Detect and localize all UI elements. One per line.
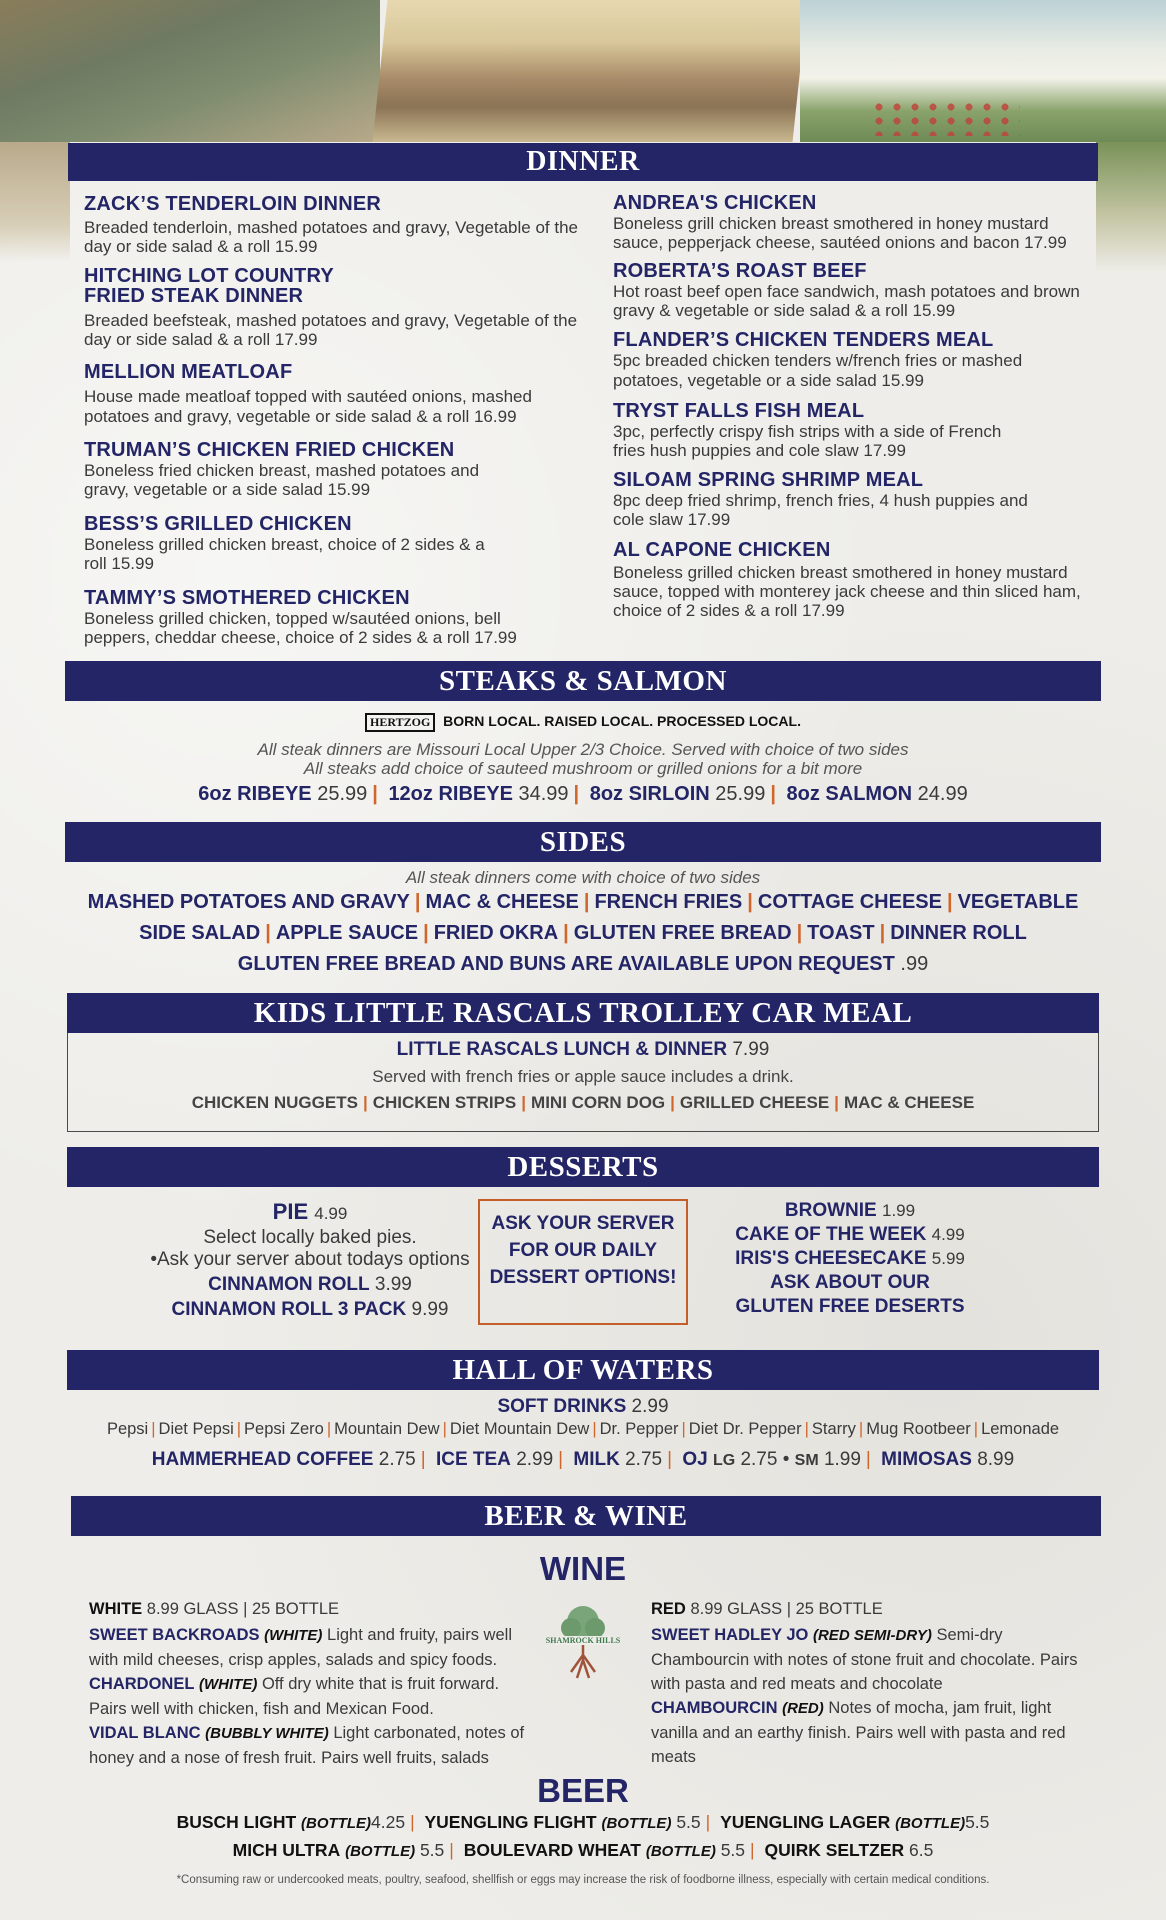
wine-name: SWEET HADLEY JO — [651, 1626, 809, 1644]
steak-note-2: All steaks add choice of sauteed mushroom or grilled onions for a bit more — [303, 759, 863, 778]
beer-price: 5.5 — [419, 1840, 445, 1860]
menu-item-desc: Hot roast beef open face sandwich, mash potatoes and brown gravy & vegetable or side salad & a roll 15.99 — [613, 282, 1080, 320]
desserts-left — [140, 1199, 480, 1321]
soda-item: Pepsi Zero — [244, 1420, 324, 1438]
beer-row-1: BUSCH LIGHT (BOTTLE)4.25 | YUENGLING FLIGHT (BOTTLE) 5.5 | YUENGLING LAGER (BOTTLE)5.5 — [176, 1812, 990, 1832]
steak-price: 24.99 — [917, 783, 968, 805]
side-item: FRIED OKRA — [433, 922, 559, 944]
soft-drinks-label: SOFT DRINKS — [497, 1396, 627, 1417]
coffee-price: 2.75 — [378, 1449, 416, 1470]
menu-item-desc: House made meatloaf topped with sautéed onions, mashed potatoes and gravy, vegetable or side salad & a roll 16.99 — [84, 387, 532, 426]
soda-item: Mug Rootbeer — [866, 1420, 971, 1438]
menu-item-name: BESS’S GRILLED CHICKEN — [84, 513, 352, 535]
wine-type: (RED) — [782, 1700, 824, 1717]
oj-price: 1.99 — [823, 1449, 861, 1470]
drinks-header: HALL OF WATERS — [67, 1350, 1099, 1390]
vintage-street-photo — [373, 0, 808, 142]
wine-type: (WHITE) — [199, 1676, 258, 1693]
cake-price: 4.99 — [931, 1225, 965, 1244]
steak-name: 8oz SALMON — [786, 783, 913, 805]
menu-item-desc: Boneless grill chicken breast smothered in honey mustard sauce, pepperjack cheese, sautéed onions and bacon 17.99 — [613, 214, 1067, 252]
oj-separator: • — [782, 1449, 790, 1470]
photo-edge-left — [0, 142, 70, 262]
cinnamon-roll-3-name: CINNAMON ROLL 3 PACK — [171, 1299, 407, 1320]
dinner-right-column — [613, 192, 1083, 620]
foodborne-disclaimer: *Consuming raw or undercooked meats, poultry, seafood, shellfish or eggs may increase the risk of foodborne illness, especially with certain medical conditions. — [176, 1874, 990, 1886]
coffee-name: HAMMERHEAD COFFEE — [151, 1449, 374, 1470]
menu-item-name: FLANDER’S CHICKEN TENDERS MEAL — [613, 329, 994, 351]
beer-wine-header: BEER & WINE — [71, 1496, 1101, 1536]
beverage-row: HAMMERHEAD COFFEE 2.75 | ICE TEA 2.99 | MILK 2.75 | OJ LG 2.75 • SM 1.99 | MIMOSAS 8.99 — [151, 1449, 1015, 1470]
kids-meal-price: 7.99 — [732, 1039, 770, 1060]
beer-price: 5.5 — [720, 1840, 746, 1860]
white-price: 8.99 GLASS | 25 BOTTLE — [146, 1600, 340, 1618]
kids-meal-row — [0, 1039, 1166, 1061]
white-wines — [89, 1597, 529, 1770]
beer-price: 4.25 — [371, 1812, 406, 1832]
beer-name: MICH ULTRA — [232, 1840, 341, 1860]
cinnamon-roll-3-price: 9.99 — [411, 1299, 449, 1320]
cake-name: CAKE OF THE WEEK — [735, 1224, 927, 1245]
cheesecake-price: 5.99 — [931, 1249, 965, 1268]
side-item: GLUTEN FREE BREAD — [573, 922, 792, 944]
brownie-name: BROWNIE — [784, 1200, 877, 1221]
soda-item: Diet Mountain Dew — [449, 1420, 590, 1438]
desserts-right — [700, 1199, 1000, 1319]
white-heading: WHITE — [89, 1600, 143, 1618]
menu-item-desc: Boneless fried chicken breast, mashed potatoes and gravy, vegetable or a side salad 15.99 — [84, 461, 480, 499]
menu-item-name: HITCHING LOT COUNTRY FRIED STEAK DINNER — [84, 265, 334, 307]
gluten-free-price: .99 — [900, 953, 929, 975]
hertzog-logo: HERTZOG — [365, 713, 435, 732]
soda-item: Lemonade — [981, 1420, 1060, 1438]
menu-item-desc: Boneless grilled chicken, topped w/sautéed onions, bell peppers, cheddar cheese, choice of 2 sides & a roll 17.99 — [84, 609, 517, 647]
beer-price: 5.5 — [965, 1812, 990, 1832]
beer-price: 5.5 — [676, 1812, 701, 1832]
beer-name: YUENGLING LAGER — [720, 1812, 891, 1832]
side-item: COTTAGE CHEESE — [757, 891, 942, 913]
soft-drinks-row — [0, 1396, 1166, 1418]
soda-item: Pepsi — [106, 1420, 149, 1438]
hertzog-tagline: BORN LOCAL. RAISED LOCAL. PROCESSED LOCAL. — [443, 713, 801, 729]
menu-item-name: TRYST FALLS FISH MEAL — [613, 400, 865, 422]
mimosas-price: 8.99 — [977, 1449, 1015, 1470]
wine-title: WINE — [539, 1550, 627, 1587]
wine-desc: Light carbonated, notes of honey and a nose of fresh fruit. Pairs well fruits, salads — [89, 1724, 525, 1767]
gluten-free-note: GLUTEN FREE BREAD AND BUNS ARE AVAILABLE UPON REQUEST — [237, 953, 895, 975]
beer-name: YUENGLING FLIGHT — [424, 1812, 597, 1832]
wine-desc: Light and fruity, pairs well with mild cheeses, crisp apples, salads and spicy foods. — [89, 1626, 512, 1669]
kids-header: KIDS LITTLE RASCALS TROLLEY CAR MEAL — [67, 993, 1099, 1033]
beer-type: (BOTTLE) — [645, 1843, 716, 1860]
oj-name: OJ — [682, 1449, 708, 1470]
menu-item-name: ZACK’S TENDERLOIN DINNER — [84, 193, 382, 215]
dinner-left-column — [84, 193, 584, 647]
desserts-header: DESSERTS — [67, 1147, 1099, 1187]
red-heading: RED — [651, 1600, 686, 1618]
beer-name: BOULEVARD WHEAT — [463, 1840, 641, 1860]
menu-item-desc: 3pc, perfectly crispy fish strips with a side of French fries hush puppies and cole slaw 17.99 — [613, 422, 1002, 460]
menu-item-desc: Breaded beefsteak, mashed potatoes and gravy, Vegetable of the day or side salad & a roll 17.99 — [84, 311, 578, 349]
side-item: APPLE SAUCE — [275, 922, 419, 944]
sides-row-1: MASHED POTATOES AND GRAVY | MAC & CHEESE | FRENCH FRIES | COTTAGE CHEESE | VEGETABLE — [87, 891, 1079, 913]
menu-item-desc: 8pc deep fried shrimp, french fries, 4 hush puppies and cole slaw 17.99 — [613, 491, 1028, 529]
pie-note: Select locally baked pies. — [203, 1227, 417, 1248]
menu-item-name: MELLION MEATLOAF — [84, 361, 293, 383]
sides-row-2: SIDE SALAD | APPLE SAUCE | FRIED OKRA | GLUTEN FREE BREAD | TOAST | DINNER ROLL — [139, 922, 1027, 944]
wine-desc: Notes of mocha, jam fruit, light vanilla and an earthy finish. Pairs well with pasta and red meats — [651, 1699, 1066, 1766]
kids-meal-name: LITTLE RASCALS LUNCH & DINNER — [396, 1039, 728, 1060]
soda-item: Diet Pepsi — [158, 1420, 234, 1438]
menu-item-name: ANDREA'S CHICKEN — [613, 192, 817, 214]
soda-list: Pepsi | Diet Pepsi | Pepsi Zero | Mountain Dew | Diet Mountain Dew | Dr. Pepper | Diet Dr. Pepper | Starry | Mug Rootbeer | Lemonade — [106, 1420, 1060, 1438]
sides-note: All steak dinners come with choice of two sides — [405, 868, 761, 887]
wine-type: (RED SEMI-DRY) — [812, 1627, 932, 1644]
kids-option: MINI CORN DOG — [531, 1093, 666, 1112]
steak-name: 6oz RIBEYE — [198, 783, 312, 805]
steak-name: 12oz RIBEYE — [388, 783, 513, 805]
beer-type: (BOTTLE) — [345, 1843, 416, 1860]
wine-desc: Semi-dry Chambourcin with notes of stone fruit and chocolate. Pairs with pasta and red meats and chocolate — [651, 1626, 1078, 1693]
wine-type: (BUBBLY WHITE) — [205, 1725, 329, 1742]
tea-price: 2.99 — [516, 1449, 554, 1470]
soda-item: Diet Dr. Pepper — [688, 1420, 802, 1438]
hertzog-tagline-row — [0, 713, 1166, 732]
oj-price: 2.75 — [740, 1449, 778, 1470]
menu-item-desc: Boneless grilled chicken breast, choice of 2 sides & a roll 15.99 — [84, 535, 485, 573]
cinnamon-roll-name: CINNAMON ROLL — [208, 1274, 370, 1295]
milk-price: 2.75 — [625, 1449, 663, 1470]
kids-option: GRILLED CHEESE — [679, 1093, 830, 1112]
wine-desc: Off dry white that is fruit forward. Pairs well with chicken, fish and Mexican Food. — [89, 1675, 500, 1718]
cheesecake-name: IRIS'S CHEESECAKE — [735, 1248, 927, 1269]
brownie-price: 1.99 — [882, 1201, 916, 1220]
beer-price: 6.5 — [909, 1840, 934, 1860]
menu-item-desc: Boneless grilled chicken breast smothered in honey mustard sauce, topped with monterey jack cheese and thin sliced ham, choice of 2 sides & a roll 17.99 — [613, 563, 1081, 620]
pie-price: 4.99 — [314, 1204, 348, 1223]
header-photo-collage — [0, 0, 1166, 142]
menu-item-name: TRUMAN’S CHICKEN FRIED CHICKEN — [84, 439, 455, 461]
gluten-free-row — [0, 953, 1166, 976]
side-item: DINNER ROLL — [890, 922, 1027, 944]
beer-type: (BOTTLE) — [895, 1815, 966, 1832]
menu-item-name: AL CAPONE CHICKEN — [613, 539, 831, 561]
sides-header: SIDES — [65, 822, 1101, 862]
oj-size: LG — [712, 1452, 736, 1469]
gf-dessert-note: ASK ABOUT OUR — [770, 1272, 930, 1293]
beer-title: BEER — [537, 1772, 629, 1809]
dinner-header: DINNER — [68, 143, 1098, 181]
wine-name: SWEET BACKROADS — [89, 1626, 260, 1644]
mimosas-name: MIMOSAS — [881, 1449, 972, 1470]
oj-size: SM — [794, 1452, 819, 1469]
steak-price: 25.99 — [317, 783, 368, 805]
menu-item-name: TAMMY’S SMOTHERED CHICKEN — [84, 587, 410, 609]
beer-name: QUIRK SELTZER — [764, 1840, 905, 1860]
red-wines — [651, 1597, 1101, 1769]
steak-name: 8oz SIRLOIN — [589, 783, 710, 805]
milk-name: MILK — [573, 1449, 620, 1470]
pie-name: PIE — [272, 1199, 309, 1224]
gf-dessert-note: GLUTEN FREE DESERTS — [735, 1296, 965, 1317]
wine-type: (WHITE) — [264, 1627, 323, 1644]
photo-edge-right — [1096, 142, 1166, 272]
wine-name: CHARDONEL — [89, 1675, 195, 1693]
vintage-pool-photo — [0, 0, 380, 142]
winery-logo-text: SHAMROCK HILLS — [545, 1636, 621, 1645]
steak-price-row: 6oz RIBEYE 25.99 | 12oz RIBEYE 34.99 | 8oz SIRLOIN 25.99 | 8oz SALMON 24.99 — [198, 783, 968, 805]
soda-item: Dr. Pepper — [599, 1420, 679, 1438]
soft-drinks-price: 2.99 — [631, 1396, 669, 1417]
flower-bed — [870, 100, 1020, 136]
beer-row-2: MICH ULTRA (BOTTLE) 5.5 | BOULEVARD WHEAT (BOTTLE) 5.5 | QUIRK SELTZER 6.5 — [232, 1840, 934, 1860]
side-item: MAC & CHEESE — [425, 891, 579, 913]
beer-type: (BOTTLE) — [601, 1815, 672, 1832]
cinnamon-roll-price: 3.99 — [374, 1274, 412, 1295]
side-item: TOAST — [807, 922, 875, 944]
kids-option: MAC & CHEESE — [843, 1093, 975, 1112]
steaks-header: STEAKS & SALMON — [65, 661, 1101, 701]
side-item: VEGETABLE — [957, 891, 1079, 913]
shamrock-hills-logo — [541, 1600, 625, 1684]
ask-server-text: ASK YOUR SERVER FOR OUR DAILY DESSERT OPTIONS! — [489, 1213, 677, 1288]
tea-name: ICE TEA — [435, 1449, 511, 1470]
wine-name: CHAMBOURCIN — [651, 1699, 778, 1717]
kids-option: CHICKEN NUGGETS — [191, 1093, 358, 1112]
steak-price: 25.99 — [715, 783, 766, 805]
soda-item: Starry — [811, 1420, 856, 1438]
menu-item-name: SILOAM SPRING SHRIMP MEAL — [613, 469, 924, 491]
menu-item-name: ROBERTA’S ROAST BEEF — [613, 260, 867, 282]
beer-type: (BOTTLE) — [301, 1815, 372, 1832]
pie-note: •Ask your server about todays options — [150, 1249, 470, 1270]
soda-item: Mountain Dew — [334, 1420, 440, 1438]
steak-price: 34.99 — [518, 783, 569, 805]
beer-name: BUSCH LIGHT — [176, 1812, 297, 1832]
wine-name: VIDAL BLANC — [89, 1724, 201, 1742]
kids-option: CHICKEN STRIPS — [372, 1093, 517, 1112]
side-item: SIDE SALAD — [139, 922, 261, 944]
kids-note: Served with french fries or apple sauce includes a drink. — [372, 1067, 794, 1086]
side-item: MASHED POTATOES AND GRAVY — [87, 891, 410, 913]
steak-note-1: All steak dinners are Missouri Local Upper 2/3 Choice. Served with choice of two sides — [257, 740, 909, 759]
kids-options-row: CHICKEN NUGGETS | CHICKEN STRIPS | MINI CORN DOG | GRILLED CHEESE | MAC & CHEESE — [191, 1093, 975, 1112]
red-price: 8.99 GLASS | 25 BOTTLE — [690, 1600, 883, 1618]
side-item: FRENCH FRIES — [594, 891, 743, 913]
menu-item-desc: Breaded tenderloin, mashed potatoes and gravy, Vegetable of the day or side salad & a roll 15.99 — [84, 218, 578, 256]
menu-item-desc: 5pc breaded chicken tenders w/french fries or mashed potatoes, vegetable or a side salad 15.99 — [613, 351, 1023, 390]
